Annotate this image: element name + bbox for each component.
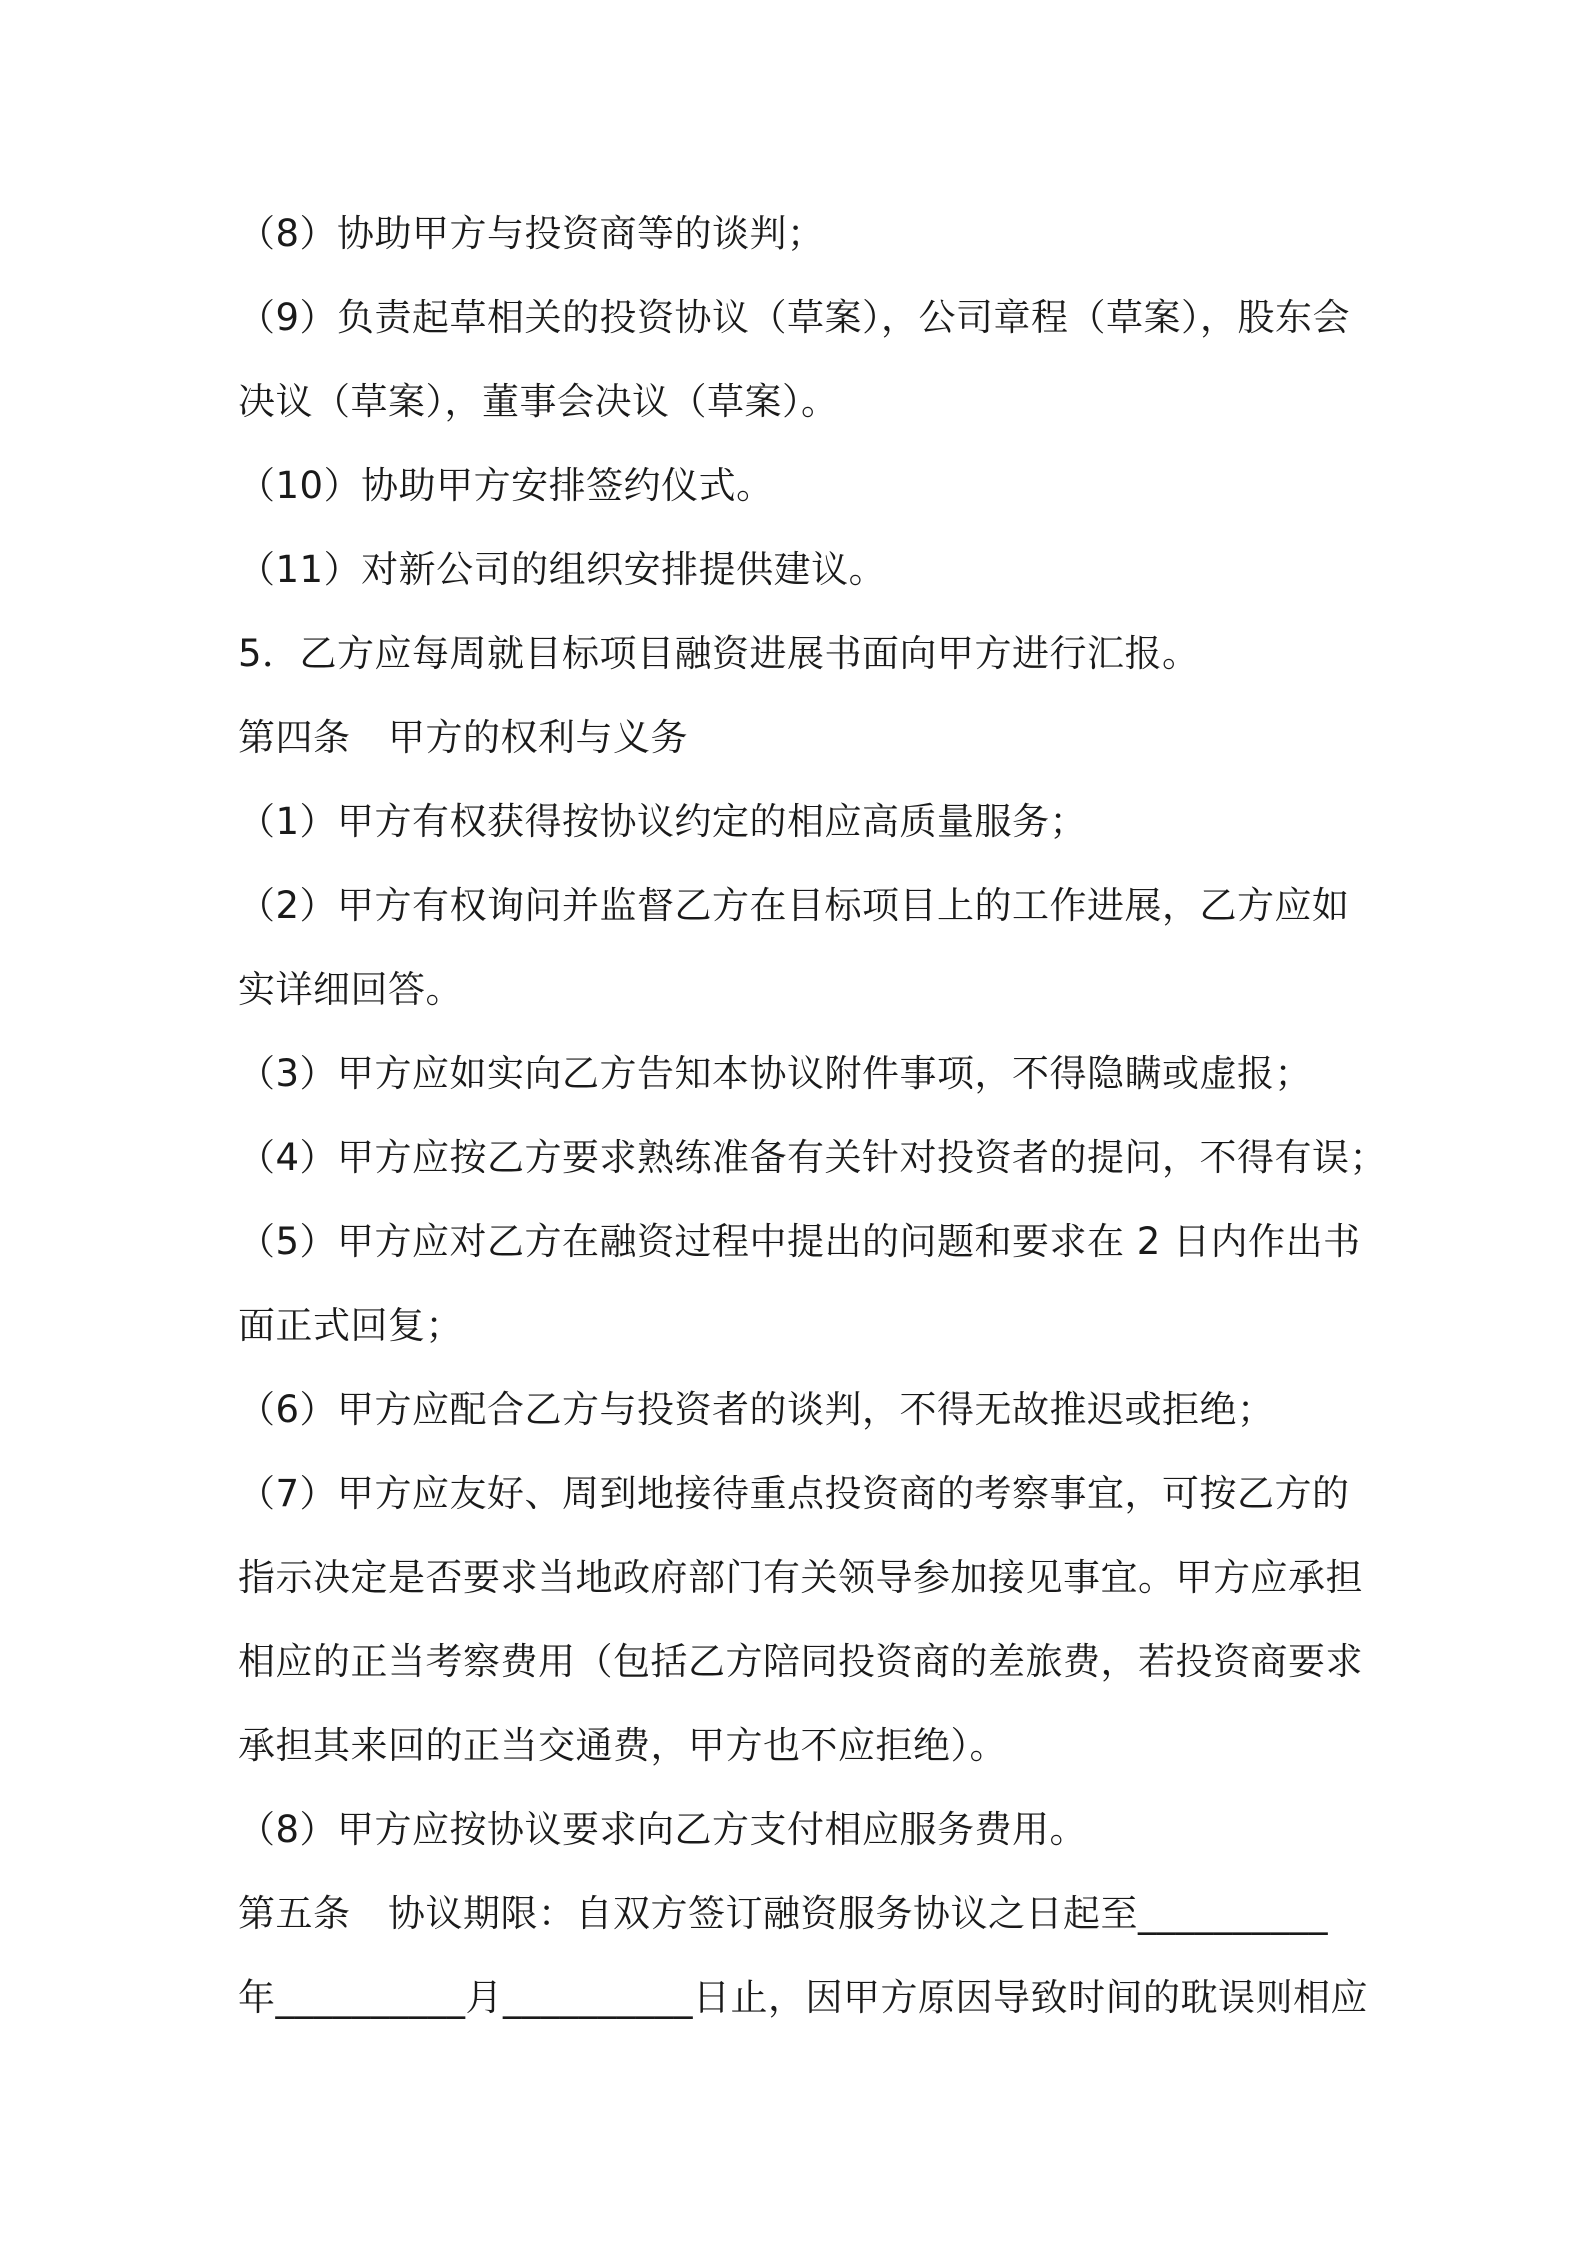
clause-9-drafting-line-1: （9）负责起草相关的投资协议（草案），公司章程（草案），股东会 (238, 296, 1351, 339)
clause-8-negotiation-assist: （8）协助甲方与投资商等的谈判； (238, 212, 825, 255)
article-4-item-2-line-2: 实详细回答。 (238, 968, 463, 1011)
article-4-item-5-line-1: （5）甲方应对乙方在融资过程中提出的问题和要求在 2 日内作出书 (238, 1220, 1361, 1263)
article-4-item-7-line-4: 承担其来回的正当交通费，甲方也不应拒绝）。 (238, 1724, 1007, 1767)
article-5-term-line-1: 第五条 协议期限：自双方签订融资服务协议之日起至__________ (238, 1892, 1328, 1935)
article-4-item-8: （8）甲方应按协议要求向乙方支付相应服务费用。 (238, 1808, 1088, 1851)
clause-9-drafting-line-2: 决议（草案），董事会决议（草案）。 (238, 380, 839, 423)
article-4-item-2-line-1: （2）甲方有权询问并监督乙方在目标项目上的工作进展，乙方应如 (238, 884, 1350, 927)
article-4-item-3: （3）甲方应如实向乙方告知本协议附件事项，不得隐瞒或虚报； (238, 1052, 1313, 1095)
article-4-item-5-line-2: 面正式回复； (238, 1304, 463, 1347)
document-body (238, 192, 1388, 2040)
clause-10-signing-ceremony: （10）协助甲方安排签约仪式。 (238, 464, 774, 507)
article-5-term-line-2: 年__________月__________日止，因甲方原因导致时间的耽误则相应 (238, 1976, 1368, 2019)
article-4-item-6: （6）甲方应配合乙方与投资者的谈判，不得无故推迟或拒绝； (238, 1388, 1275, 1431)
article-4-item-7-line-1: （7）甲方应友好、周到地接待重点投资商的考察事宜，可按乙方的 (238, 1472, 1350, 1515)
article-4-item-7-line-3: 相应的正当考察费用（包括乙方陪同投资商的差旅费，若投资商要求 (238, 1640, 1363, 1683)
article-4-item-7-line-2: 指示决定是否要求当地政府部门有关领导参加接见事宜。甲方应承担 (238, 1556, 1363, 1599)
item-5-weekly-report: 5．乙方应每周就目标项目融资进展书面向甲方进行汇报。 (238, 632, 1200, 675)
article-4-heading: 第四条 甲方的权利与义务 (238, 716, 688, 759)
article-4-item-4: （4）甲方应按乙方要求熟练准备有关针对投资者的提问，不得有误； (238, 1136, 1388, 1179)
article-4-item-1: （1）甲方有权获得按协议约定的相应高质量服务； (238, 800, 1088, 843)
clause-11-organization-advice: （11）对新公司的组织安排提供建议。 (238, 548, 887, 591)
